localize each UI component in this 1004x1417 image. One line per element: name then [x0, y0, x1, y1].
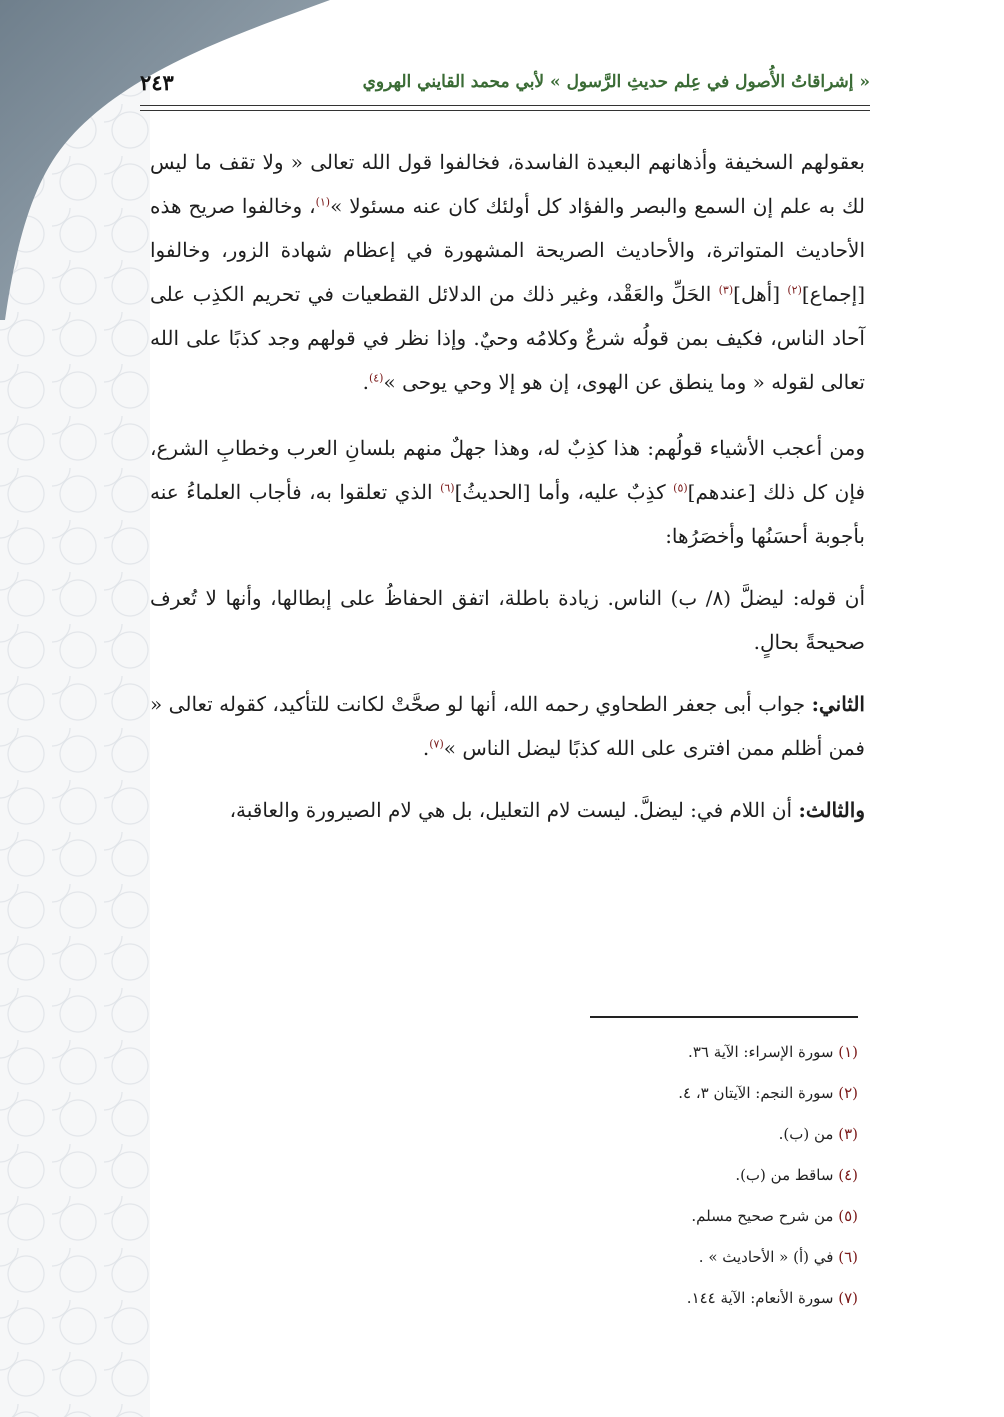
second-answer-label: الثاني:	[811, 692, 865, 716]
footnote-7	[400, 1278, 858, 1319]
footnote-ref-6: (٦)	[440, 481, 455, 495]
paragraph-1-text-e: .	[362, 370, 369, 394]
footnote-1	[400, 1032, 858, 1073]
paragraph-5-text: أن اللام في: ليضلَّ. ليست لام التعليل، بل هي لام الصيرورة والعاقبة،	[229, 798, 799, 822]
footnote-4	[400, 1155, 858, 1196]
footnote-number: (٦)	[838, 1248, 858, 1266]
page-header	[140, 68, 870, 104]
footnote-text: من شرح صحيح مسلم.	[691, 1207, 839, 1225]
footnote-5	[400, 1196, 858, 1237]
paragraph-1-text-c: [أهل]	[733, 282, 788, 306]
paragraph-1-text: بعقولهم السخيفة وأذهانهم البعيدة الفاسدة، فخالفوا قول الله تعالى « ولا تقف ما ليس لك به علم إن السمع والبصر والفؤاد كل أولئك كان عنه مسئولا »	[150, 150, 865, 218]
paragraph-4-text-b: .	[422, 736, 430, 760]
paragraph-2-text-b: كذِبٌ عليه، وأما [الحديثُ]	[454, 480, 674, 504]
header-rule-second	[140, 110, 870, 111]
footnote-text: في (أ) « الأحاديث » .	[698, 1248, 839, 1266]
footnote-number: (٢)	[838, 1084, 858, 1102]
footnote-ref-1: (١)	[315, 195, 331, 209]
footnote-ref-3: (٣)	[718, 283, 734, 297]
footnote-ref-4: (٤)	[368, 371, 384, 385]
footnote-ref-7: (٧)	[429, 737, 444, 751]
footnote-2	[400, 1073, 858, 1114]
paragraph-2-text: ومن أعجب الأشياء قولُهم: هذا كذِبٌ له، وهذا جهلٌ منهم بلسانِ العرب وخطابِ الشرع، فإن كل ذلك [عندهم]	[150, 436, 866, 504]
running-title: « إشراقاتُ الأُصول في عِلم حديثِ الرَّسول » لأبي محمد القايني الهروي	[362, 72, 870, 92]
paragraph-4-text: جواب أبى جعفر الطحاوي رحمه الله، أنها لو صحَّتْ لكانت للتأكيد، كقوله تعالى « فمن أظلم ممن افترى على الله كذبًا ليضل الناس »	[150, 692, 865, 760]
page-number: ٢٤٣	[140, 70, 174, 95]
footnote-text: من (ب).	[778, 1125, 839, 1143]
footnote-text: ساقط من (ب).	[735, 1166, 839, 1184]
paragraph-2-text-c: الذي تعلقوا به، فأجاب العلماءُ عنه بأجوبة أحسَنُها وأخصَرُها:	[150, 480, 865, 548]
footnote-text: سورة الأنعام: الآية ١٤٤.	[686, 1289, 839, 1307]
paragraph-5	[150, 788, 865, 832]
footnote-number: (١)	[838, 1043, 858, 1061]
footnote-ref-5: (٥)	[673, 481, 688, 495]
footnote-text: سورة الإسراء: الآية ٣٦.	[688, 1043, 839, 1061]
footnote-ref-2: (٢)	[787, 283, 802, 297]
footnote-text: سورة النجم: الآيتان ٣، ٤.	[678, 1084, 839, 1102]
third-answer-label: والثالث:	[798, 798, 865, 822]
paragraph-1-text-b: ، وخالفوا صريح هذه الأحاديث المتواترة، والأحاديث الصريحة المشهورة في إعظام شهادة الزور، وخالفوا [إجماع]	[150, 194, 865, 306]
paragraph-2	[150, 426, 865, 558]
footnote-number: (٥)	[838, 1207, 858, 1225]
footnote-6	[400, 1237, 858, 1278]
footnotes	[400, 1032, 858, 1319]
paragraph-3	[150, 576, 865, 664]
footnote-number: (٧)	[838, 1289, 858, 1307]
header-rule	[140, 105, 870, 106]
paragraph-1	[150, 140, 865, 404]
main-text	[150, 140, 865, 850]
footnote-number: (٤)	[838, 1166, 858, 1184]
paragraph-1-text-d: الحَلِّ والعَقْد، وغير ذلك من الدلائل القطعيات في تحريم الكذِب على آحاد الناس، فكيف بمن قولُه شرعٌ وكلامُه وحيٌ. وإذا نظر في قولهم وجد كذبًا على الله تعالى لقوله « وما ينطق عن الهوى، إن هو إلا وحي يوحى »	[150, 282, 865, 394]
paragraph-3-text: أن قوله: ليضلَّ (٨/ ب) الناس. زيادة باطلة، اتفق الحفاظُ على إبطالها، وأنها لا تُعرف صحيحةً بحالٍ.	[150, 586, 866, 654]
paragraph-4	[150, 682, 865, 770]
footnote-number: (٣)	[838, 1125, 858, 1143]
footnote-separator	[590, 1016, 858, 1018]
footnote-3	[400, 1114, 858, 1155]
